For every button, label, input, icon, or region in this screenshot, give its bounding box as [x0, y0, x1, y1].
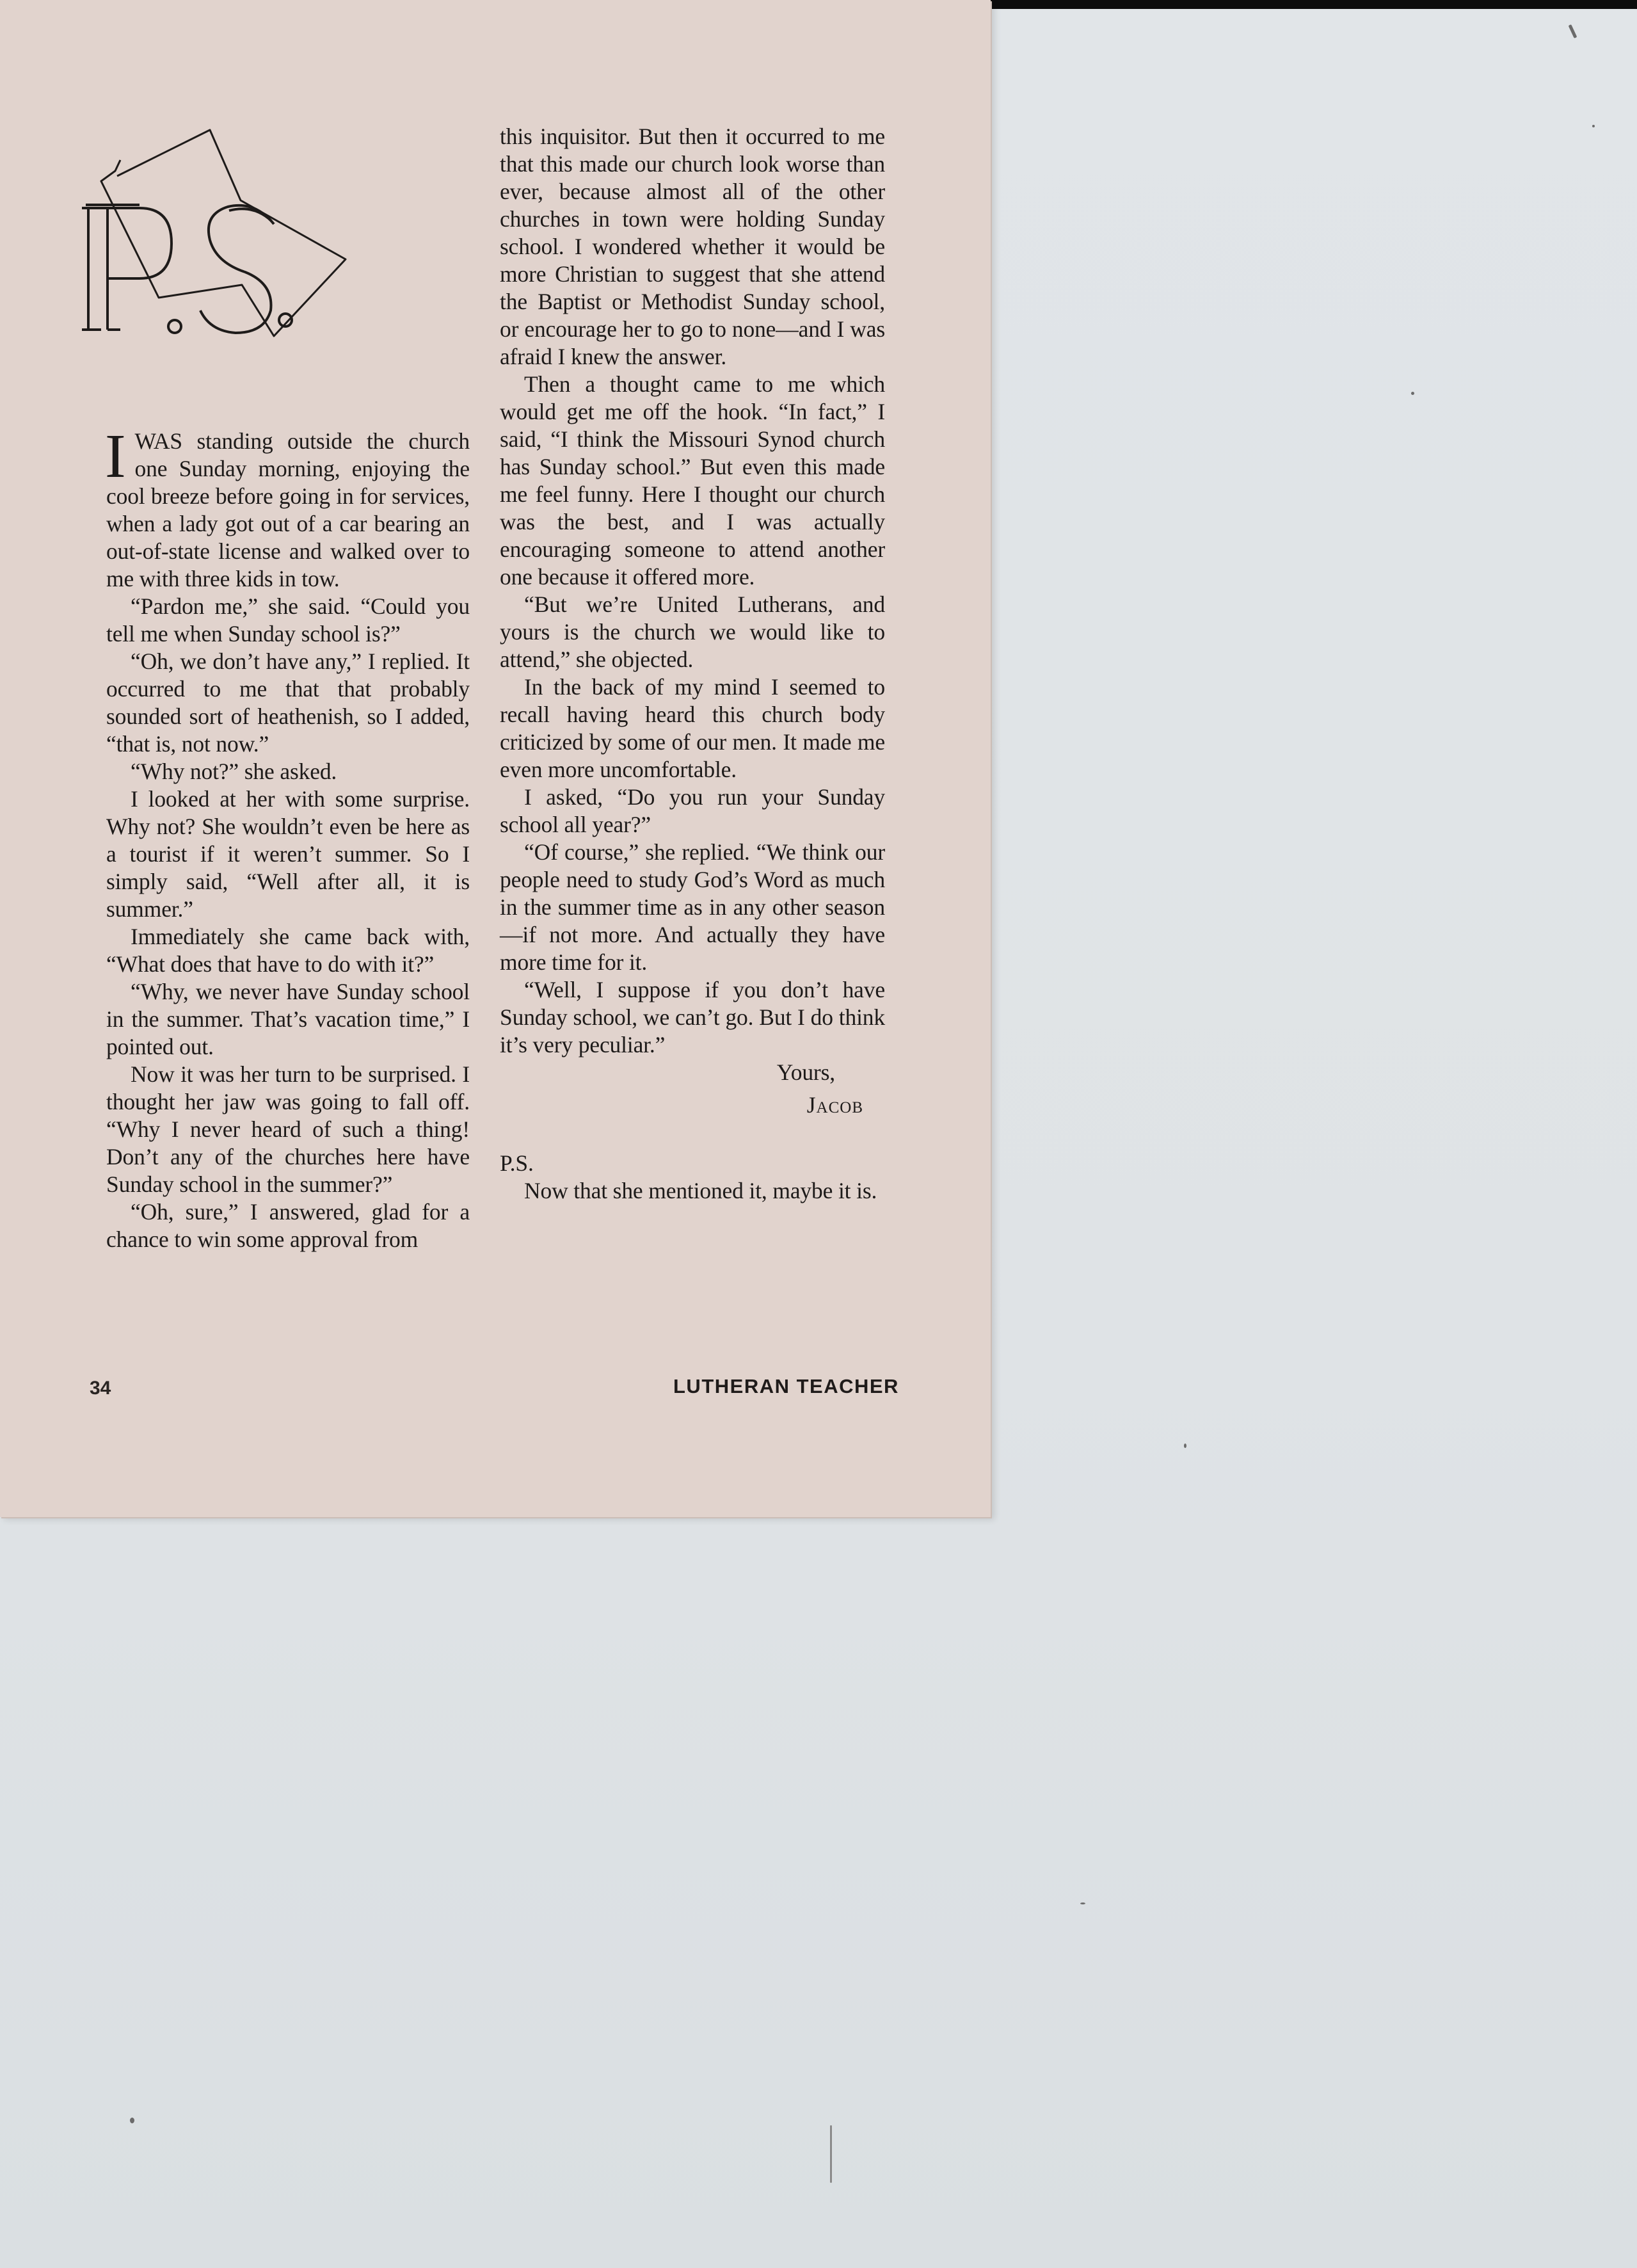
paragraph-text: “Pardon me,” she said. “Could you tell me when Sunday school is?”: [106, 593, 470, 647]
ps-logo: [82, 125, 357, 342]
paragraph-text: In the back of my mind I seemed to recall having heard this church body criticized by some of our men. It made me even more uncomfortable.: [500, 674, 885, 782]
paragraph-text: WAS standing outside the church one Sunday morning, enjoying the cool breeze before going in for services, when a lady got out of a car bearing an out-of-state license and walked over to me with three kids in tow.: [106, 428, 470, 591]
paragraph-text: I looked at her with some surprise. Why not? She wouldn’t even be here as a tourist if it weren’t summer. So I simply said, “Well after all, it is summer.”: [106, 786, 470, 922]
paragraph-text: “Oh, sure,” I answered, glad for a chance to win some approval from: [106, 1199, 470, 1252]
article-paragraph: [500, 839, 885, 976]
article-paragraph: [106, 648, 470, 758]
scan-speck: [830, 2125, 832, 2183]
postscript-text: Now that she mentioned it, maybe it is.: [524, 1178, 877, 1203]
paragraph-text: “But we’re United Lutherans, and yours is the church we would like to attend,” she objected.: [500, 591, 885, 672]
postscript-label: P.S.: [500, 1150, 534, 1176]
scan-speck: [1080, 1902, 1085, 1904]
article-paragraph: [105, 422, 470, 593]
article-paragraph: [106, 978, 470, 1061]
scan-speck: [1411, 392, 1414, 395]
closing-salutation: Yours,: [776, 1059, 835, 1085]
article-paragraph: [500, 784, 885, 839]
article-paragraph: [500, 123, 885, 371]
article-paragraph: [106, 923, 470, 978]
paragraph-text: Now it was her turn to be surprised. I thought her jaw was going to fall off. “Why I never heard of such a thing! Don’t any of the churches here have Sunday school in the summer?”: [106, 1061, 470, 1197]
paragraph-text: “Oh, we don’t have any,” I replied. It occurred to me that that probably sounded sort of heathenish, so I added, “that is, not now.”: [106, 648, 470, 757]
paragraph-text: I asked, “Do you run your Sunday school all year?”: [500, 784, 885, 837]
paragraph-text: “Well, I suppose if you don’t have Sunday school, we can’t go. But I do think it’s very peculiar.”: [500, 977, 885, 1058]
article-paragraph: [500, 371, 885, 591]
paragraph-text: this inquisitor. But then it occurred to me that this made our church look worse than ever, because almost all of the other churches in town were holding Sunday school. I wondered whether it would be more Christian to suggest that she attend the Baptist or Methodist Sunday school, or encourage her to go to none—and I was afraid I knew the answer.: [500, 124, 885, 369]
scan-speck: [1184, 1444, 1186, 1448]
paragraph-text: “Why, we never have Sunday school in the summer. That’s vacation time,” I pointed out.: [106, 979, 470, 1059]
paragraph-text: Then a thought came to me which would get me off the hook. “In fact,” I said, “I think the Missouri Synod church has Sunday school.” But even this made me feel funny. Here I thought our church was the best, and I was actually encouraging someone to attend another one because it offered more.: [500, 371, 885, 590]
article-paragraph: [500, 673, 885, 784]
magazine-page: [0, 0, 991, 1517]
drop-cap: I: [105, 422, 126, 491]
paragraph-text: “Of course,” she replied. “We think our people need to study God’s Word as much in the summer time as in any other season—if not more. And actually they have more time for it.: [500, 839, 885, 975]
article-paragraph: [500, 976, 885, 1059]
article-paragraph: [106, 1198, 470, 1253]
paragraph-text: “Why not?” she asked.: [131, 759, 337, 784]
scan-speck: [130, 2118, 134, 2123]
paragraph-text: Immediately she came back with, “What does that have to do with it?”: [106, 924, 470, 977]
article-paragraph: [106, 758, 470, 785]
page-number: 34: [90, 1378, 111, 1399]
publication-name: LUTHERAN TEACHER: [673, 1375, 899, 1397]
scanner-edge-strip: [986, 0, 1637, 9]
right-column: [500, 123, 885, 1205]
author-signature: Jacob: [806, 1092, 863, 1118]
scan-speck: [1592, 125, 1595, 127]
left-column: [105, 422, 470, 1253]
article-paragraph: [500, 591, 885, 673]
article-paragraph: [106, 785, 470, 923]
article-paragraph: [106, 593, 470, 648]
article-paragraph: [106, 1061, 470, 1198]
